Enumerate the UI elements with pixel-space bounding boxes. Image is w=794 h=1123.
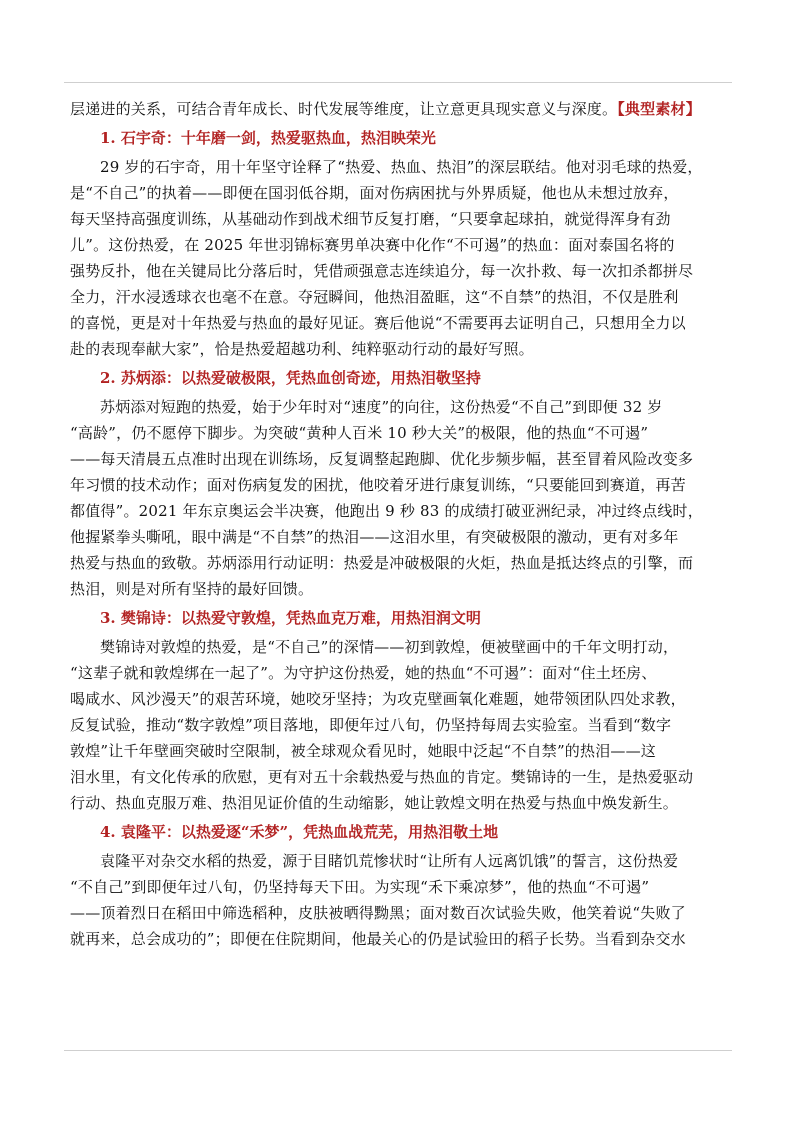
paragraph-line: 樊锦诗对敦煌的热爱，是“不自己”的深情——初到敦煌，便被壁画中的千年文明打动， xyxy=(100,638,679,656)
section-paragraph xyxy=(70,634,726,816)
section-heading: 2. 苏炳添：以热爱破极限，凭热血创奇迹，用热泪敬坚持 xyxy=(100,369,481,387)
paragraph-line: 苏炳添对短跑的热爱，始于少年时对“速度”的向往，这份热爱“不自己”到即便 32 岁 xyxy=(100,398,663,416)
header-rule xyxy=(64,82,732,83)
paragraph-line: 29 岁的石宇奇，用十年坚守诠释了“热爱、热血、热泪”的深层联结。他对羽毛球的热爱， xyxy=(100,158,703,176)
section-heading: 4. 袁隆平：以热爱逐“禾梦”，凭热血战荒芜，用热泪敬土地 xyxy=(100,823,499,841)
section-paragraph xyxy=(70,154,726,362)
section-4 xyxy=(70,818,726,952)
footer-rule xyxy=(64,1050,732,1051)
paragraph-line: 是“不自己”的执着——即便在国羽低谷期，面对伤病困扰与外界质疑，他也从未想过放弃， xyxy=(70,184,679,202)
paragraph-line: 泪水里，有文化传承的欣慰，更有对五十余载热爱与热血的肯定。樊锦诗的一生，是热爱驱动 xyxy=(70,768,694,786)
intro-text: 层递进的关系，可结合青年成长、时代发展等维度，让立意更具现实意义与深度。 xyxy=(70,100,618,118)
paragraph-line: 喝咸水、风沙漫天”的艰苦环境，她咬牙坚持；为攻克壁画氧化难题，她带领团队四处求教， xyxy=(70,690,686,708)
paragraph-line: ——每天清晨五点准时出现在训练场，反复调整起跑脚、优化步频步幅，甚至冒着风险改变多 xyxy=(70,450,694,468)
section-2 xyxy=(70,364,726,602)
section-heading: 1. 石宇奇：十年磨一剑，热爱驱热血，热泪映荣光 xyxy=(100,129,436,147)
paragraph-line: 儿”。这份热爱，在 2025 年世羽锦标赛男单决赛中化作“不可遏”的热血：面对泰国名将的 xyxy=(70,236,675,254)
paragraph-line: 赴的表现奉献大家”，恰是热爱超越功利、纯粹驱动行动的最好写照。 xyxy=(70,340,534,358)
section-3 xyxy=(70,604,726,816)
paragraph-line: ——顶着烈日在稻田中筛选稻种，皮肤被晒得黝黑；面对数百次试验失败，他笑着说“失败了 xyxy=(70,904,686,922)
paragraph-line: 都值得”。2021 年东京奥运会半决赛，他跑出 9 秒 83 的成绩打破亚洲纪录，冲过终点线时， xyxy=(70,502,703,520)
intro-line xyxy=(70,96,726,122)
paragraph-line: 敦煌”让千年壁画突破时空限制，被全球观众看见时，她眼中泛起“不自禁”的热泪——这 xyxy=(70,742,657,760)
paragraph-line: 就再来，总会成功的”；即便在住院期间，他最关心的仍是试验田的稻子长势。当看到杂交水 xyxy=(70,930,686,948)
section-paragraph xyxy=(70,394,726,602)
paragraph-line: 热泪，则是对所有坚持的最好回馈。 xyxy=(70,580,314,598)
paragraph-line: 年习惯的技术动作；面对伤病复发的困扰，他咬着牙进行康复训练，“只要能回到赛道，再苦 xyxy=(70,476,686,494)
paragraph-line: 的喜悦，更是对十年热爱与热血的最好见证。赛后他说“不需要再去证明自己，只想用全力以 xyxy=(70,314,686,332)
material-tag: 【典型素材】 xyxy=(617,100,701,118)
section-heading: 3. 樊锦诗：以热爱守敦煌，凭热血克万难，用热泪润文明 xyxy=(100,609,481,627)
paragraph-line: “这辈子就和敦煌绑在一起了”。为守护这份热爱，她的热血“不可遏”：面对“住土坯房、 xyxy=(70,664,657,682)
section-1 xyxy=(70,124,726,362)
document-body xyxy=(70,96,726,952)
paragraph-line: 强势反扑，他在关键局比分落后时，凭借顽强意志连续追分，每一次扑救、每一次扣杀都拼尽 xyxy=(70,262,694,280)
paragraph-line: “高龄”，仍不愿停下脚步。为突破“黄种人百米 10 秒大关”的极限，他的热血“不可遏” xyxy=(70,424,649,442)
paragraph-line: 袁隆平对杂交水稻的热爱，源于目睹饥荒惨状时“让所有人远离饥饿”的誓言，这份热爱 xyxy=(100,852,679,870)
paragraph-line: 反复试验，推动“数字敦煌”项目落地，即便年过八旬，仍坚持每周去实验室。当看到“数字 xyxy=(70,716,672,734)
paragraph-line: 每天坚持高强度训练，从基础动作到战术细节反复打磨，“只要拿起球拍，就觉得浑身有劲 xyxy=(70,210,671,228)
paragraph-line: 他握紧拳头嘶吼，眼中满是“不自禁”的热泪——这泪水里，有突破极限的激动，更有对多年 xyxy=(70,528,679,546)
paragraph-line: 热爱与热血的致敬。苏炳添用行动证明：热爱是冲破极限的火炬，热血是抵达终点的引擎，而 xyxy=(70,554,694,572)
paragraph-line: 全力，汗水浸透球衣也毫不在意。夺冠瞬间，他热泪盈眶，这“不自禁”的热泪，不仅是胜利 xyxy=(70,288,679,306)
paragraph-line: “不自己”到即便年过八旬，仍坚持每天下田。为实现“禾下乘凉梦”，他的热血“不可遏” xyxy=(70,878,650,896)
section-paragraph xyxy=(70,848,726,952)
paragraph-line: 行动、热血克服万难、热泪见证价值的生动缩影，她让敦煌文明在热爱与热血中焕发新生。 xyxy=(70,794,679,812)
